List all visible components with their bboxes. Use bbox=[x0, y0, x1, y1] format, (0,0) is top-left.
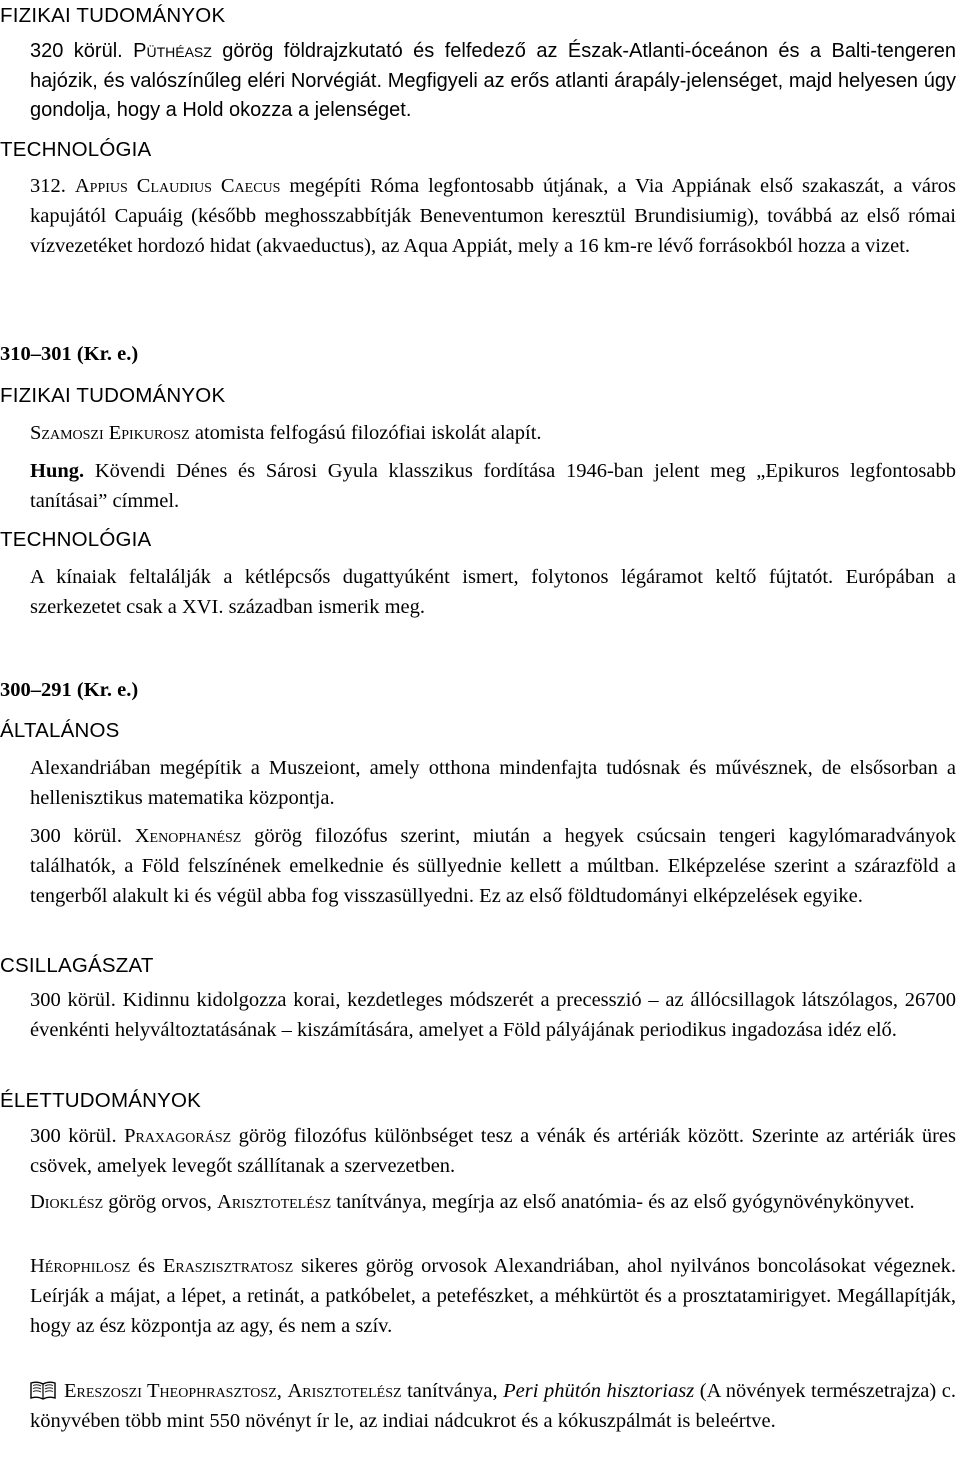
entry-paragraph: 312. Appius Claudius Caecus megépíti Róma legfontosabb útjának, a Via Appiának első szakaszát, a város kapujától Capuáig (később meghosszabbítják Beneventumon keresztül Brundisiumig), továbbá az első római vízvezetéket hordozó hidat (akvaeductus), az Aqua Appiát, mely a 16 km-re lévő forrásokból hozza a vizet. bbox=[30, 175, 957, 257]
category-heading: ÁLTALÁNOS bbox=[0, 719, 120, 742]
person-name: Eraszisztratosz bbox=[162, 1255, 294, 1277]
category-heading: FIZIKAI TUDOMÁNYOK bbox=[0, 384, 226, 407]
entry-paragraph: Ereszoszi Theophrasztosz, Arisztotelész tanítványa, Peri phütón hisztoriasz (A növények természetrajza) c. könyvében több mint 550 növényt ír le, az indiai nádcukrot és a kókuszpálmát is beleértve. bbox=[30, 1376, 956, 1436]
person-name: Arisztotelész bbox=[287, 1380, 402, 1402]
person-name: Praxagorász bbox=[124, 1125, 232, 1147]
book-icon bbox=[30, 1376, 64, 1406]
person-name: Dioklész bbox=[30, 1191, 104, 1213]
category-heading: TECHNOLÓGIA bbox=[0, 138, 152, 161]
entry-paragraph: 300 körül. Kidinnu kidolgozza korai, kezdetleges módszerét a precesszió – az állócsillagok látszólagos, 26700 évenkénti helyváltoztatásának – kiszámítására, amelyet a Föld pályájának periodikus ingadozása idéz elő. bbox=[30, 989, 956, 1041]
date-heading: 300–291 (Kr. e.) bbox=[0, 679, 139, 701]
entry-paragraph: A kínaiak feltalálják a kétlépcsős dugattyúként ismert, folytonos légáramot keltő fújtatót. Európában a szerkezetet csak a XVI. században ismerik meg. bbox=[30, 566, 956, 618]
person-name: Szamoszi Epikurosz bbox=[30, 422, 190, 444]
entry-paragraph: Dioklész görög orvos, Arisztotelész tanítványa, megírja az első anatómia- és az első gyógynövénykönyvet. bbox=[30, 1191, 915, 1213]
category-heading: TECHNOLÓGIA bbox=[0, 528, 152, 551]
date-heading: 310–301 (Kr. e.) bbox=[0, 343, 139, 365]
entry-paragraph: Szamoszi Epikurosz atomista felfogású filozófiai iskolát alapít. bbox=[30, 422, 542, 444]
entry-paragraph: 320 körül. Püthéasz görög földrajzkutató és felfedező az Észak-Atlanti-óceánon és a Balti-tengeren hajózik, és valószínűleg eléri Norvégiát. Megfigyeli az erős atlanti árapály-jelenséget, majd helyesen úgy gondolja, hogy a Hold okozza a jelenséget. bbox=[30, 40, 956, 121]
entry-paragraph: Hung. Kövendi Dénes és Sárosi Gyula klasszikus fordítása 1946-ban jelent meg „Epikuros legfontosabb tanításai” címmel. bbox=[30, 460, 956, 512]
person-name: Hérophilosz bbox=[30, 1255, 131, 1277]
entry-paragraph: Hérophilosz és Eraszisztratosz sikeres görög orvosok Alexandriában, ahol nyilvános boncolásokat végeznek. Leírják a májat, a lépet, a retinát, a patkóbelet, a petefészket, a méhkürtöt és a prosztatamirigyet. Megállapítják, hogy az ész központja az agy, és nem a szív. bbox=[30, 1255, 956, 1337]
category-heading: CSILLAGÁSZAT bbox=[0, 954, 154, 977]
entry-paragraph: 300 körül. Praxagorász görög filozófus különbséget tesz a vénák és artériák között. Szerinte az artériák üres csövek, amelyek levegőt szállítanak a szervezetben. bbox=[30, 1125, 956, 1177]
person-name: Püthéasz bbox=[133, 40, 212, 62]
entry-paragraph: Alexandriában megépítik a Muszeiont, amely otthona mindenfajta tudósnak és művésznek, de elsősorban a hellenisztikus matematika központja. bbox=[30, 757, 956, 809]
person-name: Xenophanész bbox=[134, 825, 242, 847]
person-name: Appius Claudius Caecus bbox=[74, 175, 281, 197]
category-heading: ÉLETTUDOMÁNYOK bbox=[0, 1089, 201, 1112]
category-heading: FIZIKAI TUDOMÁNYOK bbox=[0, 4, 226, 27]
person-name: Ereszoszi Theophrasztosz bbox=[64, 1380, 277, 1402]
book-title: Peri phütón hisztoriasz bbox=[503, 1380, 695, 1402]
person-name: Arisztotelész bbox=[217, 1191, 332, 1213]
entry-paragraph: 300 körül. Xenophanész görög filozófus szerint, miután a hegyek csúcsain tengeri kagylómaradványok találhatók, a Föld felszínének emelkednie és süllyednie kellett a múltban. Elképzelése szerint a szárazföld a tengerből alakult ki és végül abba fog visszasüllyedni. Ez az első földtudományi elképzelések egyike. bbox=[30, 825, 956, 907]
